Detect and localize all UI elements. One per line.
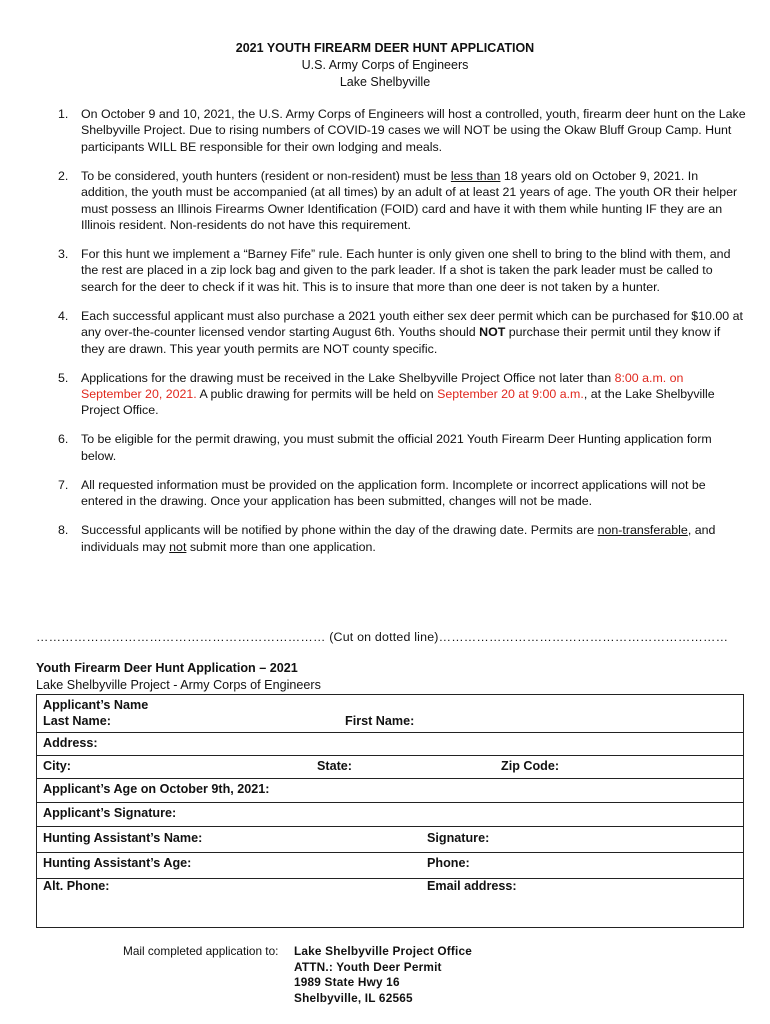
- item-text: Each successful applicant must also purchase a 2021 youth either sex deer permit which can be purchased for $10.00 at any over-the-counter licensed vendor starting August 6th. Youths should: [81, 308, 743, 340]
- form-row-age: [37, 779, 743, 803]
- state-field[interactable]: State:: [317, 759, 352, 773]
- item-number: 4.: [58, 308, 69, 323]
- form-row-assistant-age: [37, 853, 743, 879]
- item-text-underlined: not: [169, 539, 187, 554]
- item-text: A public drawing for permits will be held on: [196, 387, 438, 402]
- item-text: To be considered, youth hunters (resident or non-resident) must be: [81, 168, 451, 183]
- list-item: [40, 477, 746, 510]
- item-text-underlined: less than: [450, 168, 501, 183]
- item-text-bold: NOT: [479, 325, 506, 340]
- alt-phone-field[interactable]: Alt. Phone:: [43, 879, 110, 893]
- address-field[interactable]: Address:: [43, 736, 98, 750]
- drawing-date-text: September 20 at 9:00 a.m.: [437, 387, 584, 402]
- list-item: [40, 106, 746, 155]
- item-number: 5.: [58, 370, 69, 385]
- applicant-age-field[interactable]: Applicant’s Age on October 9th, 2021:: [43, 782, 270, 796]
- assistant-signature-field[interactable]: Signature:: [427, 831, 490, 845]
- list-item: [40, 308, 746, 357]
- email-field[interactable]: Email address:: [427, 879, 517, 893]
- rules-list: [40, 106, 746, 568]
- deadline-text: 8:00 a.m. on September 20, 2021.: [81, 370, 684, 402]
- mailing-address: [294, 944, 472, 1006]
- header-location: Lake Shelbyville: [339, 75, 431, 89]
- zip-code-field[interactable]: Zip Code:: [501, 759, 560, 773]
- header-org: U.S. Army Corps of Engineers: [301, 58, 469, 72]
- address-line: Lake Shelbyville Project Office: [294, 944, 472, 958]
- form-row-address: [37, 733, 743, 756]
- assistant-age-field[interactable]: Hunting Assistant’s Age:: [43, 856, 192, 870]
- item-text-underlined: non-transferable: [597, 523, 688, 538]
- cut-line: …………………………………………………………… (Cut on dotted line)……………………………………………………………: [36, 630, 729, 644]
- phone-field[interactable]: Phone:: [427, 856, 470, 870]
- form-row-contact: [37, 879, 743, 927]
- form-row-assistant: [37, 827, 743, 853]
- item-number: 1.: [58, 107, 69, 121]
- item-number: 2.: [58, 168, 69, 183]
- application-form: [36, 694, 744, 928]
- item-text: purchase their permit until they know if they are drawn. This year youth permits are NOT county specific.: [81, 325, 721, 356]
- form-row-name: [37, 695, 743, 733]
- last-name-field[interactable]: Last Name:: [43, 714, 111, 728]
- item-text: Successful applicants will be notified by phone within the day of the drawing date. Permits are: [81, 523, 598, 538]
- list-item: [40, 168, 746, 234]
- address-line: Shelbyville, IL 62565: [294, 990, 413, 1005]
- item-text: All requested information must be provided on the application form. Incomplete or incorrect applications will not be entered in the drawing. Once your application has been submitted, changes will not be made.: [81, 477, 706, 509]
- mail-label: Mail completed application to:: [123, 944, 279, 958]
- item-text: To be eligible for the permit drawing, you must submit the official 2021 Youth Firearm Deer Hunting application form below.: [81, 432, 712, 463]
- list-item: [40, 431, 746, 464]
- form-row-signature: [37, 803, 743, 827]
- item-number: 6.: [58, 432, 69, 447]
- list-item: [40, 370, 746, 419]
- item-text: , and individuals may: [81, 523, 716, 554]
- item-number: 8.: [58, 523, 69, 538]
- list-item: [40, 246, 746, 295]
- list-item: [40, 522, 746, 555]
- first-name-field[interactable]: First Name:: [345, 714, 415, 728]
- item-text: submit more than one application.: [186, 539, 376, 554]
- item-number: 7.: [58, 477, 69, 492]
- item-number: 3.: [58, 247, 69, 262]
- document-title: 2021 YOUTH FIREARM DEER HUNT APPLICATION: [235, 41, 535, 55]
- item-text: 18 years old on October 9, 2021. In addition, the youth must be accompanied (at all times) by an adult of at least 21 years of age. The youth OR their helper must possess an Illinois Firearms Owner Identification (FOID) card and have it with them while hunting IF they are an Illinois resident. Non-residents do not have this requirement.: [81, 168, 738, 233]
- applicant-signature-field[interactable]: Applicant’s Signature:: [43, 806, 177, 820]
- item-text: For this hunt we implement a “Barney Fife” rule. Each hunter is only given one shell to bring to the blind with them, and the rest are placed in a zip lock bag and given to the park leader. If a shot is taken the park leader must be called to search for the deer to check if it was hit. This is to insure that more than one deer is not taken by a hunter.: [81, 247, 731, 294]
- address-line: ATTN.: Youth Deer Permit: [294, 959, 442, 974]
- form-row-city: [37, 756, 743, 779]
- item-text: On October 9 and 10, 2021, the U.S. Army Corps of Engineers will host a controlled, youth, firearm deer hunt on the Lake Shelbyville Project. Due to rising numbers of COVID-19 cases we will NOT be using the Okaw Bluff Group Camp. Hunt participants WILL BE responsible for their own lodging and meals.: [81, 107, 746, 154]
- applicants-name-label: Applicant’s Name: [43, 698, 149, 712]
- item-text: , at the Lake Shelbyville Project Office.: [81, 387, 715, 418]
- address-line: 1989 State Hwy 16: [294, 975, 400, 990]
- assistant-name-field[interactable]: Hunting Assistant’s Name:: [43, 831, 203, 845]
- item-text: Applications for the drawing must be received in the Lake Shelbyville Project Office not later than: [81, 370, 615, 385]
- form-title: Youth Firearm Deer Hunt Application – 2021: [36, 661, 298, 675]
- document-header: [0, 40, 770, 91]
- form-subtitle: Lake Shelbyville Project - Army Corps of Engineers: [36, 678, 321, 692]
- city-field[interactable]: City:: [43, 759, 71, 773]
